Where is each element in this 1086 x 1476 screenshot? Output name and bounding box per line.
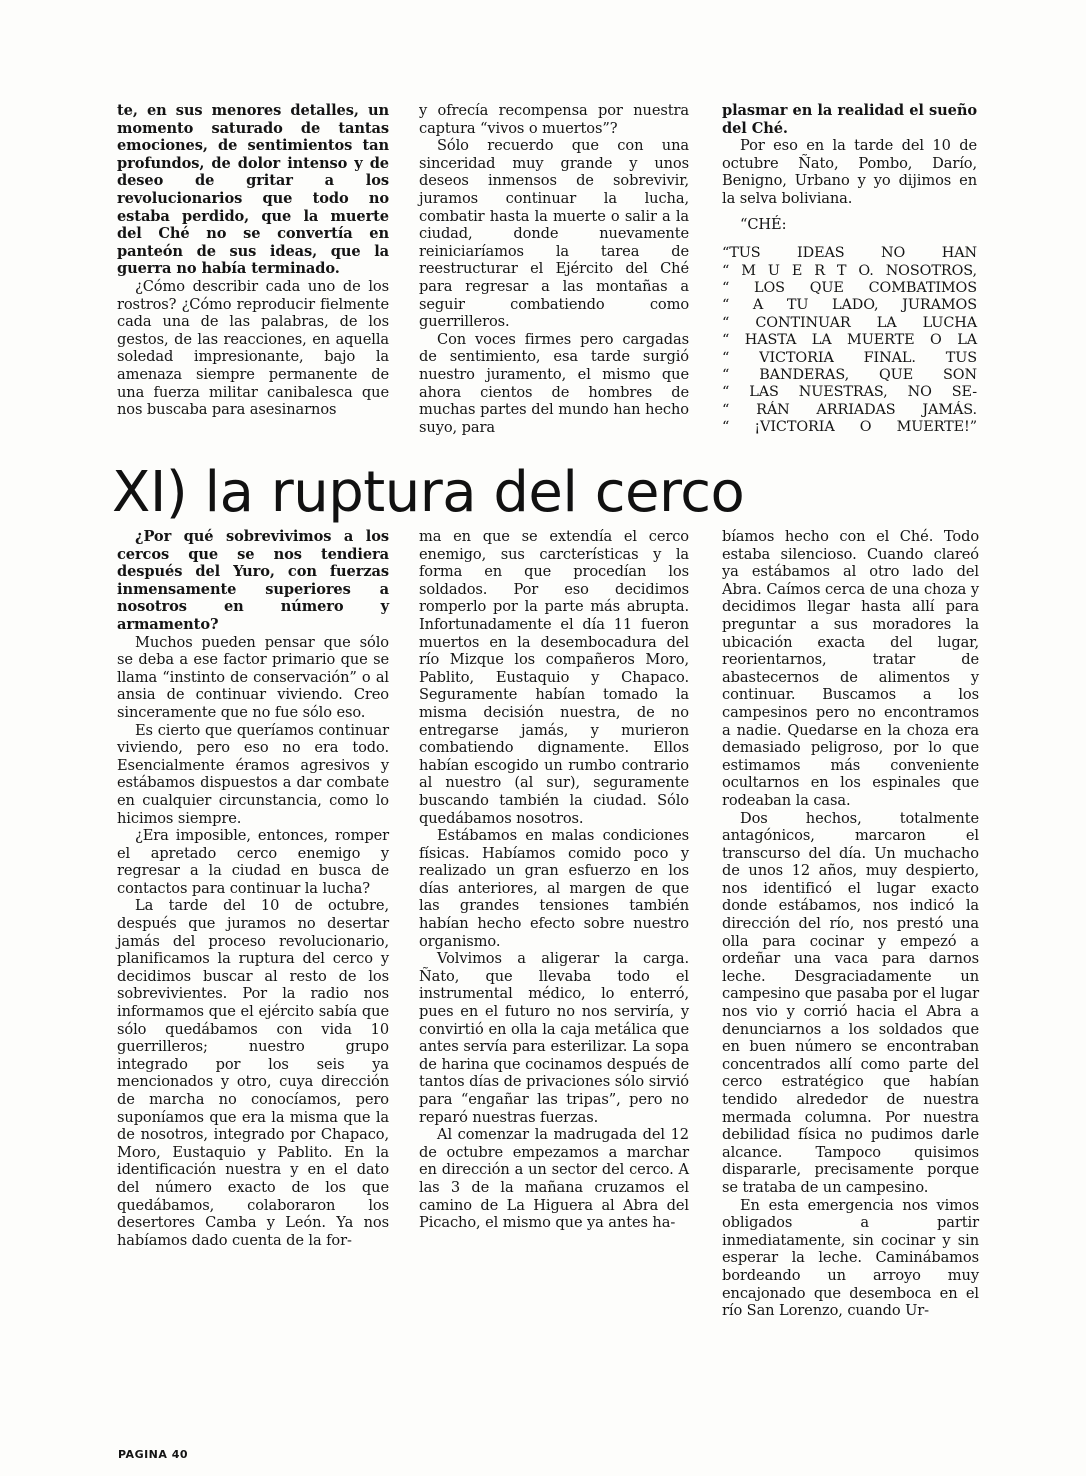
paragraph: Sólo recuerdo que con una sinceridad muy grande y unos deseos inmensos de sobrevivir, juramos continuar la lucha, combatir hasta la muerte o salir a la ciudad, donde nuevamente reiniciaríamos la tarea de reestructurar el Ejército del Ché para regresar a las montañas a seguir combatiendo como guerrilleros.: [419, 137, 689, 331]
oath-line: “ LOS QUE COMBATIMOS: [722, 279, 977, 296]
oath-line: “TUS IDEAS NO HAN: [722, 245, 977, 262]
paragraph: y ofrecía recompensa por nuestra captura “vivos o muertos”?: [419, 102, 689, 137]
paragraph: Con voces firmes pero cargadas de sentimiento, esa tarde surgió nuestro juramento, el mismo que ahora cientos de hombres de muchas partes del mundo han hecho suyo, para: [419, 330, 689, 436]
paragraph: te, en sus menores detalles, un momento saturado de tantas emociones, de sentimientos tan profundos, de dolor intenso y de deseo de gritar a los revolucionarios que todo no estaba perdido, que la muerte del Ché no se convertía en panteón de sus ideas, que la guerra no había terminado.: [117, 102, 389, 278]
paragraph: Por eso en la tarde del 10 de octubre Ñato, Pombo, Darío, Benigno, Urbano y yo dijimos en la selva boliviana.: [722, 137, 977, 207]
oath-line: “ CONTINUAR LA LUCHA: [722, 314, 977, 331]
paragraph: Al comenzar la madrugada del 12 de octubre empezamos a marchar en dirección a un sector del cerco. A las 3 de la mañana cruzamos el camino de La Higuera al Abra del Picacho, el mismo que ya antes ha-: [419, 1126, 689, 1232]
bottom-column-1: [117, 528, 389, 1249]
paragraph: La tarde del 10 de octubre, después que juramos no desertar jamás del proceso revolucionario, planificamos la ruptura del cerco y decidimos buscar al resto de los sobrevivientes. Por la radio nos informamos que el ejército sabía que sólo quedábamos con vida 10 guerrilleros; nuestro grupo integrado por los seis ya mencionados y otro, cuya dirección de marcha no conocíamos, pero suponíamos que era la misma que la de nosotros, integrado por Chapaco, Moro, Eustaquio y Pablito. En la identificación nuestra y en el dato del número exacto de los que quedábamos, colaboraron los desertores Camba y León. Ya nos habíamos dado cuenta de la for-: [117, 897, 389, 1249]
section-heading: XI) la ruptura del cerco: [112, 460, 745, 525]
paragraph: ¿Por qué sobrevivimos a los cercos que se nos tendiera después del Yuro, con fuerzas inmensamente superiores a nosotros en número y armamento?: [117, 528, 389, 633]
paragraph: plasmar en la realidad el sueño del Ché.: [722, 102, 977, 137]
che-salutation: “CHÉ:: [740, 215, 787, 233]
paragraph: Dos hechos, totalmente antagónicos, marcaron el transcurso del día. Un muchacho de unos 12 años, muy despierto, nos identificó el lugar exacto donde estábamos, nos indicó la dirección del río, nos prestó una olla para cocinar y empezó a ordeñar una vaca para darnos leche. Desgraciadamente un campesino que pasaba por el lugar nos vio y corrió hacia el Abra a denunciarnos a los soldados que en buen número se encontraban concentrados allí como parte del cerco estratégico que habían tendido alrededor de nuestra mermada columna. Por nuestra debilidad física no pudimos darle alcance. Tampoco quisimos dispararle, precisamente porque se trataba de un campesino.: [722, 809, 979, 1196]
paragraph: bíamos hecho con el Ché. Todo estaba silencioso. Cuando clareó ya estábamos al otro lado del Abra. Caímos cerca de una choza y decidimos llegar hasta allí para preguntar a sus moradores la ubicación exacta del lugar, reorientarnos, tratar de abastecernos de alimentos y continuar. Buscamos a los campesinos pero no encontramos a nadie. Quedarse en la choza era demasiado peligroso, por lo que estimamos más conveniente ocultarnos en los espinales que rodeaban la casa.: [722, 528, 979, 809]
paragraph: Muchos pueden pensar que sólo se deba a ese factor primario que se llama “instinto de conservación” o al ansia de continuar viviendo. Creo sinceramente que no fue sólo eso.: [117, 633, 389, 721]
paragraph: En esta emergencia nos vimos obligados a partir inmediatamente, sin cocinar y sin esperar la leche. Caminábamos bordeando un arroyo muy encajonado que desemboca en el río San Lorenzo, cuando Ur-: [722, 1196, 979, 1320]
oath-line: “ BANDERAS, QUE SON: [722, 367, 977, 383]
oath-line: “ HASTA LA MUERTE O LA: [722, 332, 977, 349]
bottom-column-3: [722, 528, 979, 1320]
bottom-column-2: [419, 528, 689, 1232]
oath-line: “ VICTORIA FINAL. TUS: [722, 349, 977, 366]
paragraph: Es cierto que queríamos continuar viviendo, pero eso no era todo. Esencialmente éramos agresivos y estábamos dispuestos a dar combate en cualquier circunstancia, como lo hicimos siempre.: [117, 721, 389, 827]
paragraph: ¿Era imposible, entonces, romper el apretado cerco enemigo y regresar a la ciudad en busca de contactos para continuar la lucha?: [117, 827, 389, 897]
page-number: PAGINA 40: [118, 1448, 189, 1461]
oath-line: “ ¡VICTORIA O MUERTE!”: [722, 419, 977, 436]
top-column-3: [722, 102, 977, 437]
top-column-2: [419, 102, 689, 436]
oath-block: [722, 245, 977, 436]
top-column-1: [117, 102, 389, 419]
oath-line: “ LAS NUESTRAS, NO SE-: [722, 384, 977, 401]
paragraph: Volvimos a aligerar la carga. Ñato, que llevaba todo el instrumental médico, lo enterró, pues en el futuro no nos serviría, y convirtió en olla la caja metálica que antes servía para esterilizar. La sopa de harina que cocinamos después de tantos días de privaciones sólo sirvió para “engañar las tripas”, pero no reparó nuestras fuerzas.: [419, 950, 689, 1126]
oath-line: “ A TU LADO, JURAMOS: [722, 297, 977, 314]
oath-line: “ M U E R T O. NOSOTROS,: [722, 262, 977, 279]
paragraph: Estábamos en malas condiciones físicas. Habíamos comido poco y realizado un gran esfuerzo en los días anteriores, al margen de que las grandes tensiones también habían hecho efecto sobre nuestro organismo.: [419, 827, 689, 950]
paragraph: ¿Cómo describir cada uno de los rostros? ¿Cómo reproducir fielmente cada una de las palabras, de los gestos, de las reacciones, en aquella soledad impresionante, bajo la amenaza siempre permanente de una fuerza militar canibalesca que nos buscaba para asesinarnos: [117, 277, 389, 419]
paragraph: ma en que se extendía el cerco enemigo, sus carcterísticas y la forma en que procedían los soldados. Por eso decidimos romperlo por la parte más abrupta. Infortunadamente el día 11 fueron muertos en la desembocadura del río Mizque los compañeros Moro, Pablito, Eustaquio y Chapaco. Seguramente habían tomado la misma decisión nuestra, de no entregarse jamás, y murieron combatiendo dignamente. Ellos habían escogido un rumbo contrario al nuestro (al sur), seguramente buscando también la ciudad. Sólo quedábamos nosotros.: [419, 528, 689, 827]
oath-line: “ RÁN ARRIADAS JAMÁS.: [722, 401, 977, 418]
